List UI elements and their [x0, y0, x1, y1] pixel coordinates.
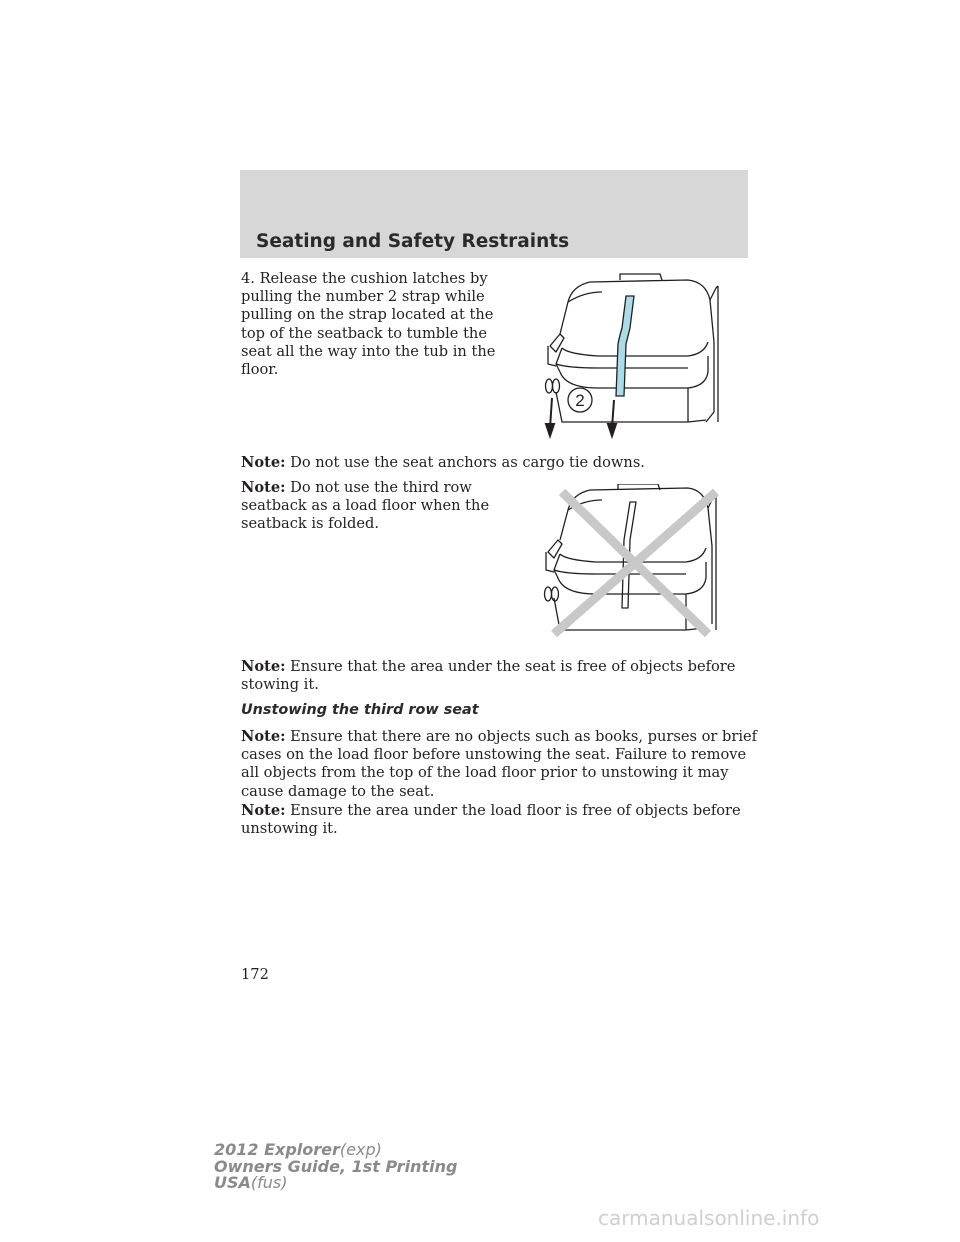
note-1-text: Do not use the seat anchors as cargo tie downs. [290, 454, 645, 471]
subheading-unstowing: Unstowing the third row seat [241, 702, 479, 718]
note-2-label: Note: [241, 479, 286, 496]
note-5-label: Note: [241, 802, 286, 819]
note-3-text: Ensure that the area under the seat is free of objects before stowing it. [241, 658, 736, 694]
seat-tumble-illustration [538, 272, 722, 440]
section-title: Seating and Safety Restraints [256, 231, 570, 252]
step-4-text: 4. Release the cushion latches by pulling the number 2 strap while pulling on the strap located at the top of the seatback to tumble the seat all the way into the tub in the floor. [241, 270, 496, 379]
footer-model: 2012 Explorer [214, 1140, 340, 1159]
footer-market: USA [214, 1173, 251, 1192]
seatback-load-floor-prohibited-illustration [540, 484, 724, 640]
strap-number-label: 2 [575, 391, 585, 410]
note-4 [241, 728, 761, 801]
note-2-text: Do not use the third row seatback as a load floor when the seatback is folded. [241, 479, 490, 533]
footer-printing: Owners Guide, 1st Printing [214, 1156, 458, 1176]
note-1 [241, 454, 741, 472]
note-5-text: Ensure the area under the load floor is free of objects before unstowing it. [241, 802, 741, 838]
note-4-text: Ensure that there are no objects such as books, purses or brief cases on the load floor before unstowing the seat. Failure to remove all objects from the top of the load floor prior to unstowing it may cause damage to the seat. [241, 728, 758, 800]
print-footer [214, 1142, 457, 1192]
footer-model-code: (exp) [339, 1140, 382, 1159]
page-number: 172 [241, 966, 269, 983]
note-1-label: Note: [241, 454, 286, 471]
note-4-label: Note: [241, 728, 286, 745]
watermark: carmanualsonline.info [598, 1206, 820, 1230]
note-3 [241, 658, 751, 694]
note-2 [241, 479, 503, 534]
note-3-label: Note: [241, 658, 286, 675]
note-5 [241, 802, 761, 838]
footer-market-code: (fus) [250, 1173, 288, 1192]
section-header-band [240, 170, 748, 258]
